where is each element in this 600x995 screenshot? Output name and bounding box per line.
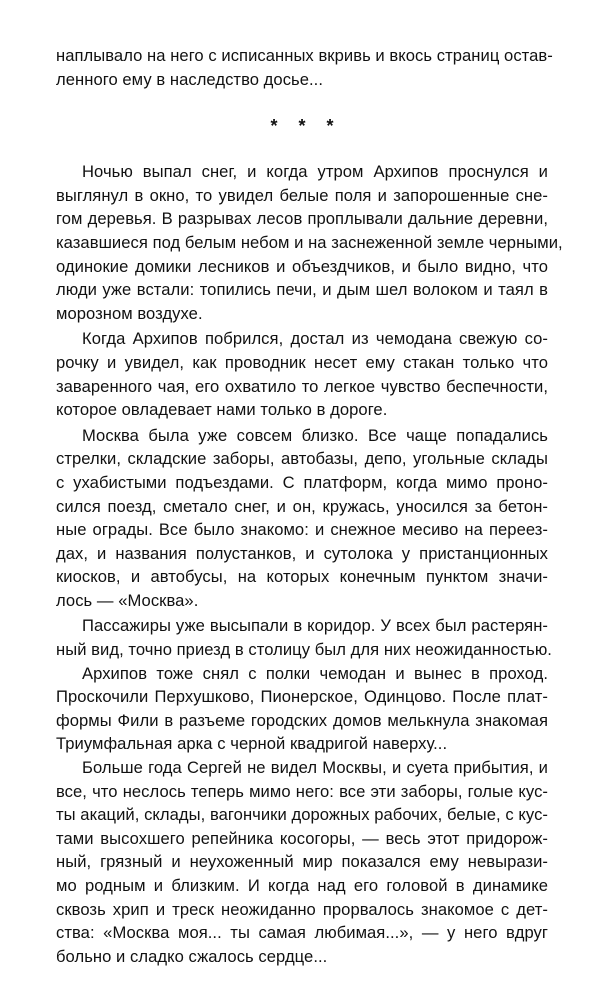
text-line: рочку и увидел, как проводник несет ему стакан только что (56, 352, 548, 372)
text-line: Больше года Сергей не видел Москвы, и суета прибытия, и (82, 758, 548, 778)
text-line: Ночью выпал снег, и когда утром Архипов проснулся и (82, 162, 548, 182)
paragraph (56, 756, 548, 968)
text-line: морозном воздухе. (56, 303, 203, 323)
paragraph (56, 327, 548, 421)
paragraph (56, 614, 552, 661)
text-line: выглянул в окно, то увидел белые поля и запорошенные сне- (56, 185, 548, 205)
section-separator: * * * (270, 116, 342, 137)
text-line: киосков, и автобусы, на которых конечным пунктом значи- (56, 567, 548, 587)
text-line: лось — «Москва». (56, 590, 199, 610)
text-line: ты акаций, склады, вагончики дорожных рабочих, белые, с кус- (56, 805, 548, 825)
text-line: казавшиеся под белым небом и на заснеженной земле черными, (56, 232, 563, 252)
text-line: которое овладевает нами только в дороге. (56, 400, 388, 420)
text-line: Триумфальная арка с черной квадригой наверху... (56, 734, 448, 754)
text-line: больно и сладко сжалось сердце... (56, 946, 328, 966)
text-line: формы Фили в разъеме городских домов мелькнула знакомая (56, 710, 548, 730)
text-line: люди уже встали: топились печи, и дым шел волоком и таял в (56, 280, 548, 300)
text-line: одинокие домики лесников и объездчиков, и было видно, что (56, 256, 548, 276)
text-line: сился поезд, сметало снег, и он, кружась, уносился за бетон- (56, 496, 548, 516)
text-line: ства: «Москва моя... ты самая любимая...», — у него вдруг (56, 923, 548, 943)
text-line: Пассажиры уже высыпали в коридор. У всех был растерян- (82, 616, 548, 636)
paragraph (56, 424, 548, 613)
text-line: ный вид, точно приезд в столицу был для них неожиданностью. (56, 640, 552, 660)
paragraph (56, 662, 548, 756)
paragraph (56, 160, 563, 325)
text-line: Архипов тоже снял с полки чемодан и вынес в проход. (82, 663, 548, 683)
text-line: заваренного чая, его охватило то легкое чувство беспечности, (56, 376, 548, 396)
intro-paragraph (56, 44, 553, 91)
text-line: все, что неслось теперь мимо него: все эти заборы, голые кус- (56, 781, 548, 801)
text-line: тами высохшего репейника косогоры, — весь этот придорож- (56, 828, 548, 848)
text-line: Москва была уже совсем близко. Все чаще попадались (82, 425, 548, 445)
book-page (56, 44, 563, 968)
text-line: Когда Архипов побрился, достал из чемодана свежую со- (82, 329, 548, 349)
text-line: сквозь хрип и треск неожиданно прорвалось знакомое с дет- (56, 899, 548, 919)
text-line: мо родным и близким. И когда над его головой в динамике (56, 876, 548, 895)
text-line: с ухабистыми подъездами. С платформ, когда мимо проно- (56, 472, 548, 492)
text-line: ный, грязный и неухоженный мир показался ему невырази- (56, 852, 548, 872)
text-line: наплывало на него с исписанных вкривь и вкось страниц остав- (56, 46, 553, 65)
text-line: Проскочили Перхушково, Пионерское, Одинцово. После плат- (56, 687, 548, 707)
text-line: гом деревья. В разрывах лесов проплывали дальние деревни, (56, 209, 548, 229)
text-line: ленного ему в наследство досье... (56, 69, 323, 89)
text-line: стрелки, складские заборы, автобазы, депо, угольные склады (56, 449, 548, 469)
text-line: дах, и названия полустанков, и сутолока у пристанционных (56, 543, 548, 563)
text-line: ные ограды. Все было знакомо: и снежное месиво на переез- (56, 520, 548, 540)
